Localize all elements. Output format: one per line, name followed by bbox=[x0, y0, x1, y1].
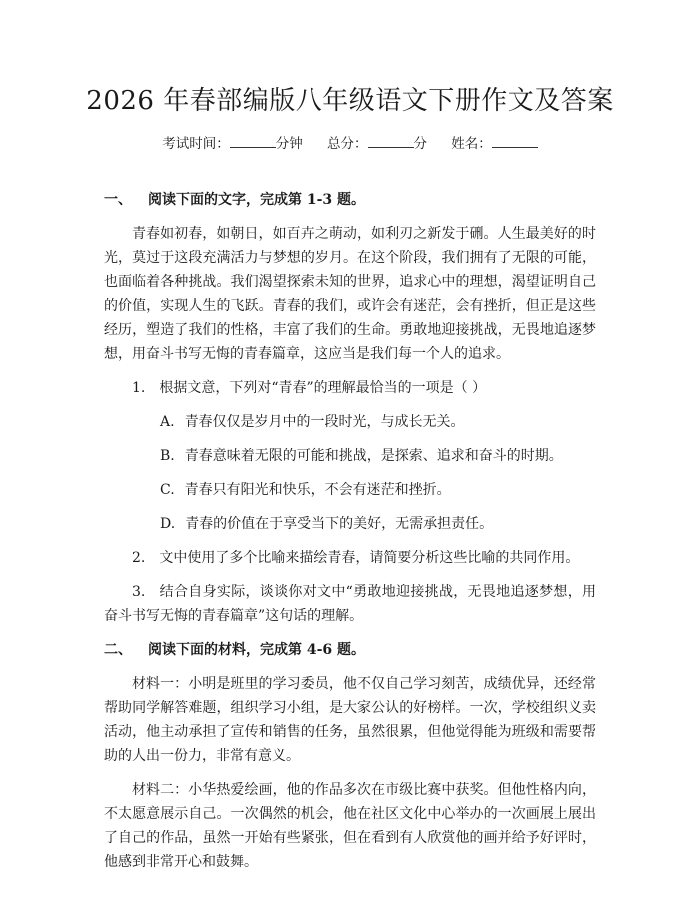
time-label: 考试时间： bbox=[162, 136, 230, 152]
material-2: 材料二：小华热爱绘画，他的作品多次在市级比赛中获奖。但他性格内向，不太愿意展示自己。一次偶然的机会，他在社区文化中心举办的一次画展上展出了自己的作品，虽然一开始有些紧张，但在看到有人欣赏他的画并给予好评时，他感到非常开心和鼓舞。 bbox=[104, 782, 596, 870]
option-b bbox=[160, 444, 596, 468]
section-1-number: 一、 bbox=[104, 192, 132, 208]
name-field bbox=[451, 136, 538, 152]
section-1-passage: 青春如初春，如朝日，如百卉之萌动，如利刃之新发于硎。人生最美好的时光，莫过于这段充满活力与梦想的岁月。在这个阶段，我们拥有了无限的可能，也面临着各种挑战。我们渴望探索未知的世界，追求心中的理想，渴望证明自己的价值，实现人生的飞跃。青春的我们，或许会有迷茫，会有挫折，但正是这些经历，塑造了我们的性格，丰富了我们的生命。勇敢地迎接挑战，无畏地追逐梦想，用奋斗书写无悔的青春篇章，这应当是我们每一个人的追求。 bbox=[104, 226, 596, 362]
exam-meta bbox=[0, 132, 700, 152]
question-3-number: 3. bbox=[132, 584, 146, 600]
exam-content bbox=[104, 188, 596, 884]
option-c-text: 青春只有阳光和快乐，不会有迷茫和挫折。 bbox=[184, 482, 451, 498]
question-1-text: 根据文意，下列对“青春”的理解最恰当的一项是（ ） bbox=[159, 380, 487, 396]
option-a bbox=[160, 410, 596, 434]
question-3 bbox=[104, 580, 596, 628]
score-label: 总分： bbox=[327, 136, 368, 152]
section-2-title: 阅读下面的材料，完成第 4-6 题。 bbox=[148, 642, 366, 658]
section-1-heading bbox=[104, 188, 596, 212]
option-a-label: A. bbox=[160, 414, 175, 430]
name-blank bbox=[492, 133, 538, 148]
question-1 bbox=[104, 376, 596, 400]
question-3-text: 结合自身实际，谈谈你对文中“勇敢地迎接挑战，无畏地追逐梦想，用奋斗书写无悔的青春篇章”这句话的理解。 bbox=[104, 584, 596, 624]
section-2-heading bbox=[104, 638, 596, 662]
score-unit: 分 bbox=[413, 136, 427, 152]
option-d-label: D. bbox=[160, 516, 176, 532]
option-a-text: 青春仅仅是岁月中的一段时光，与成长无关。 bbox=[184, 414, 465, 430]
question-2-number: 2. bbox=[132, 550, 146, 566]
material-1: 材料一：小明是班里的学习委员，他不仅自己学习刻苦，成绩优异，还经常帮助同学解答难题，组织学习小组，是大家公认的好榜样。一次，学校组织义卖活动，他主动承担了宣传和销售的任务，虽然很累，但他觉得能为班级和需要帮助的人出一份力，非常有意义。 bbox=[104, 676, 596, 764]
option-d bbox=[160, 512, 596, 536]
question-2-text: 文中使用了多个比喻来描绘青春，请简要分析这些比喻的共同作用。 bbox=[159, 550, 580, 566]
score-blank bbox=[368, 133, 414, 148]
time-unit: 分钟 bbox=[275, 136, 303, 152]
section-1-title: 阅读下面的文字，完成第 1-3 题。 bbox=[148, 192, 366, 208]
option-c-label: C. bbox=[160, 482, 175, 498]
option-c bbox=[160, 478, 596, 502]
question-1-number: 1. bbox=[132, 380, 146, 396]
score-field bbox=[327, 136, 431, 152]
option-b-text: 青春意味着无限的可能和挑战，是探索、追求和奋斗的时期。 bbox=[184, 448, 563, 464]
name-label: 姓名： bbox=[451, 136, 492, 152]
time-blank bbox=[230, 133, 276, 148]
section-2-number: 二、 bbox=[104, 642, 132, 658]
question-2 bbox=[104, 546, 596, 570]
option-b-label: B. bbox=[160, 448, 175, 464]
time-field bbox=[162, 136, 307, 152]
option-d-text: 青春的价值在于享受当下的美好，无需承担责任。 bbox=[185, 516, 494, 532]
page-title: 2026 年春部编版八年级语文下册作文及答案 bbox=[86, 86, 614, 116]
